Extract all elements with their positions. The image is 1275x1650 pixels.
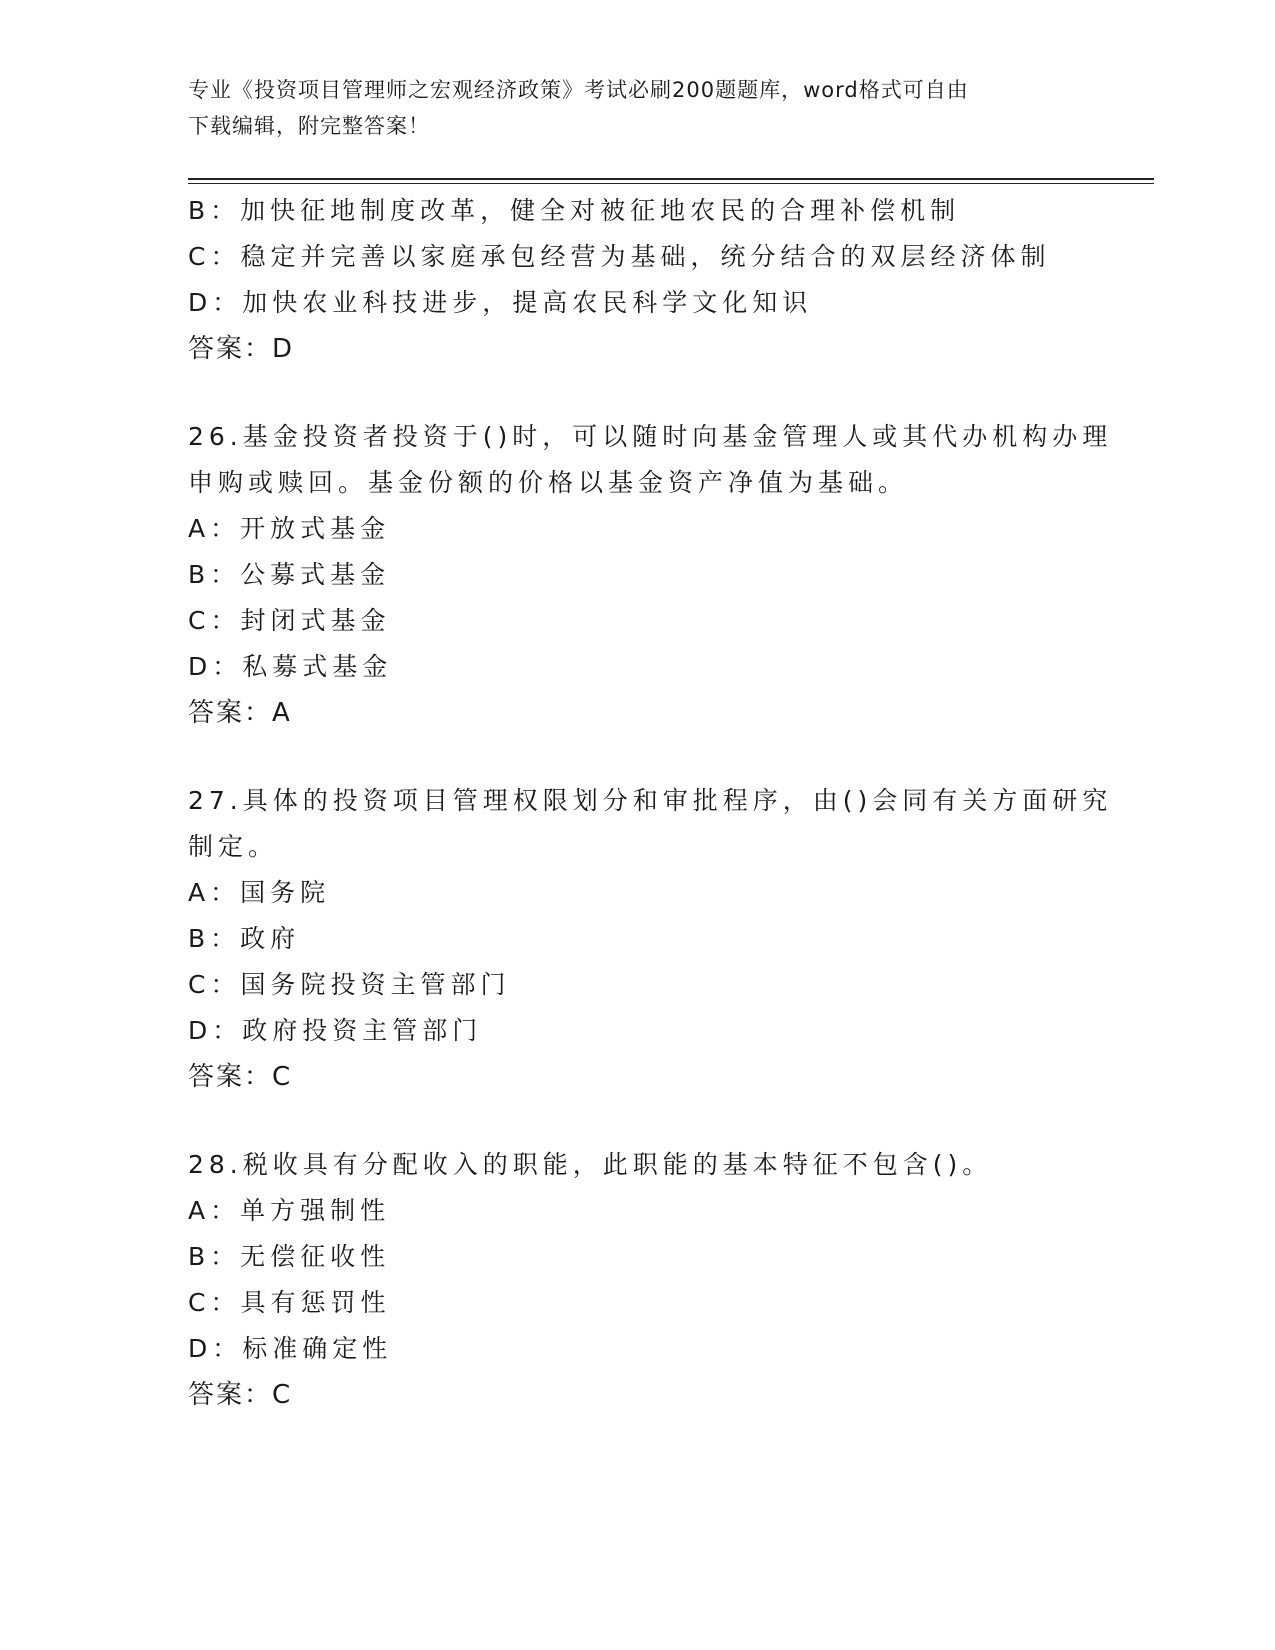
spacer: [188, 736, 1088, 778]
question-stem-continued: 申购或赎回。基金份额的价格以基金资产净值为基础。: [188, 468, 909, 497]
header-divider-thin: [188, 183, 1154, 184]
option-d: D：标准确定性: [188, 1334, 393, 1363]
option-b: B：政府: [188, 924, 301, 953]
header-line-2: 下载编辑，附完整答案！: [188, 114, 430, 138]
option-d: D：加快农业科技进步，提高农民科学文化知识: [188, 288, 813, 317]
answer: 答案：A: [188, 698, 292, 728]
question-26: [188, 414, 1113, 736]
option-b: B：无偿征收性: [188, 1242, 391, 1271]
option-c: C：具有惩罚性: [188, 1288, 391, 1317]
option-d: D：政府投资主管部门: [188, 1016, 483, 1045]
option-a: A：单方强制性: [188, 1196, 391, 1225]
question-28: [188, 1142, 1088, 1418]
option-c: C：封闭式基金: [188, 606, 391, 635]
header-divider-thick: [188, 178, 1154, 180]
option-b: B：公募式基金: [188, 560, 391, 589]
question-stem: 28.税收具有分配收入的职能，此职能的基本特征不包含()。: [188, 1150, 993, 1179]
option-d: D：私募式基金: [188, 652, 393, 681]
document-header: [188, 72, 1068, 144]
spacer: [188, 1100, 1088, 1142]
option-a: A：国务院: [188, 878, 331, 907]
question-25: [188, 188, 1088, 372]
option-a: A：开放式基金: [188, 514, 391, 543]
answer: 答案：C: [188, 1380, 293, 1410]
header-line-1: 专业《投资项目管理师之宏观经济政策》考试必刷200题题库，word格式可自由: [188, 78, 969, 102]
answer: 答案：C: [188, 1062, 293, 1092]
question-stem: 27.具体的投资项目管理权限划分和审批程序，由()会同有关方面研究: [188, 786, 1113, 815]
question-list: [188, 188, 1113, 1418]
option-b: B：加快征地制度改革，健全对被征地农民的合理补偿机制: [188, 196, 961, 225]
spacer: [188, 372, 1088, 414]
answer: 答案：D: [188, 334, 295, 364]
option-c: C：稳定并完善以家庭承包经营为基础，统分结合的双层经济体制: [188, 242, 1051, 271]
option-c: C：国务院投资主管部门: [188, 970, 511, 999]
question-27: [188, 778, 1113, 1100]
question-stem: 26.基金投资者投资于()时，可以随时向基金管理人或其代办机构办理: [188, 422, 1113, 451]
question-stem-continued: 制定。: [188, 832, 279, 861]
